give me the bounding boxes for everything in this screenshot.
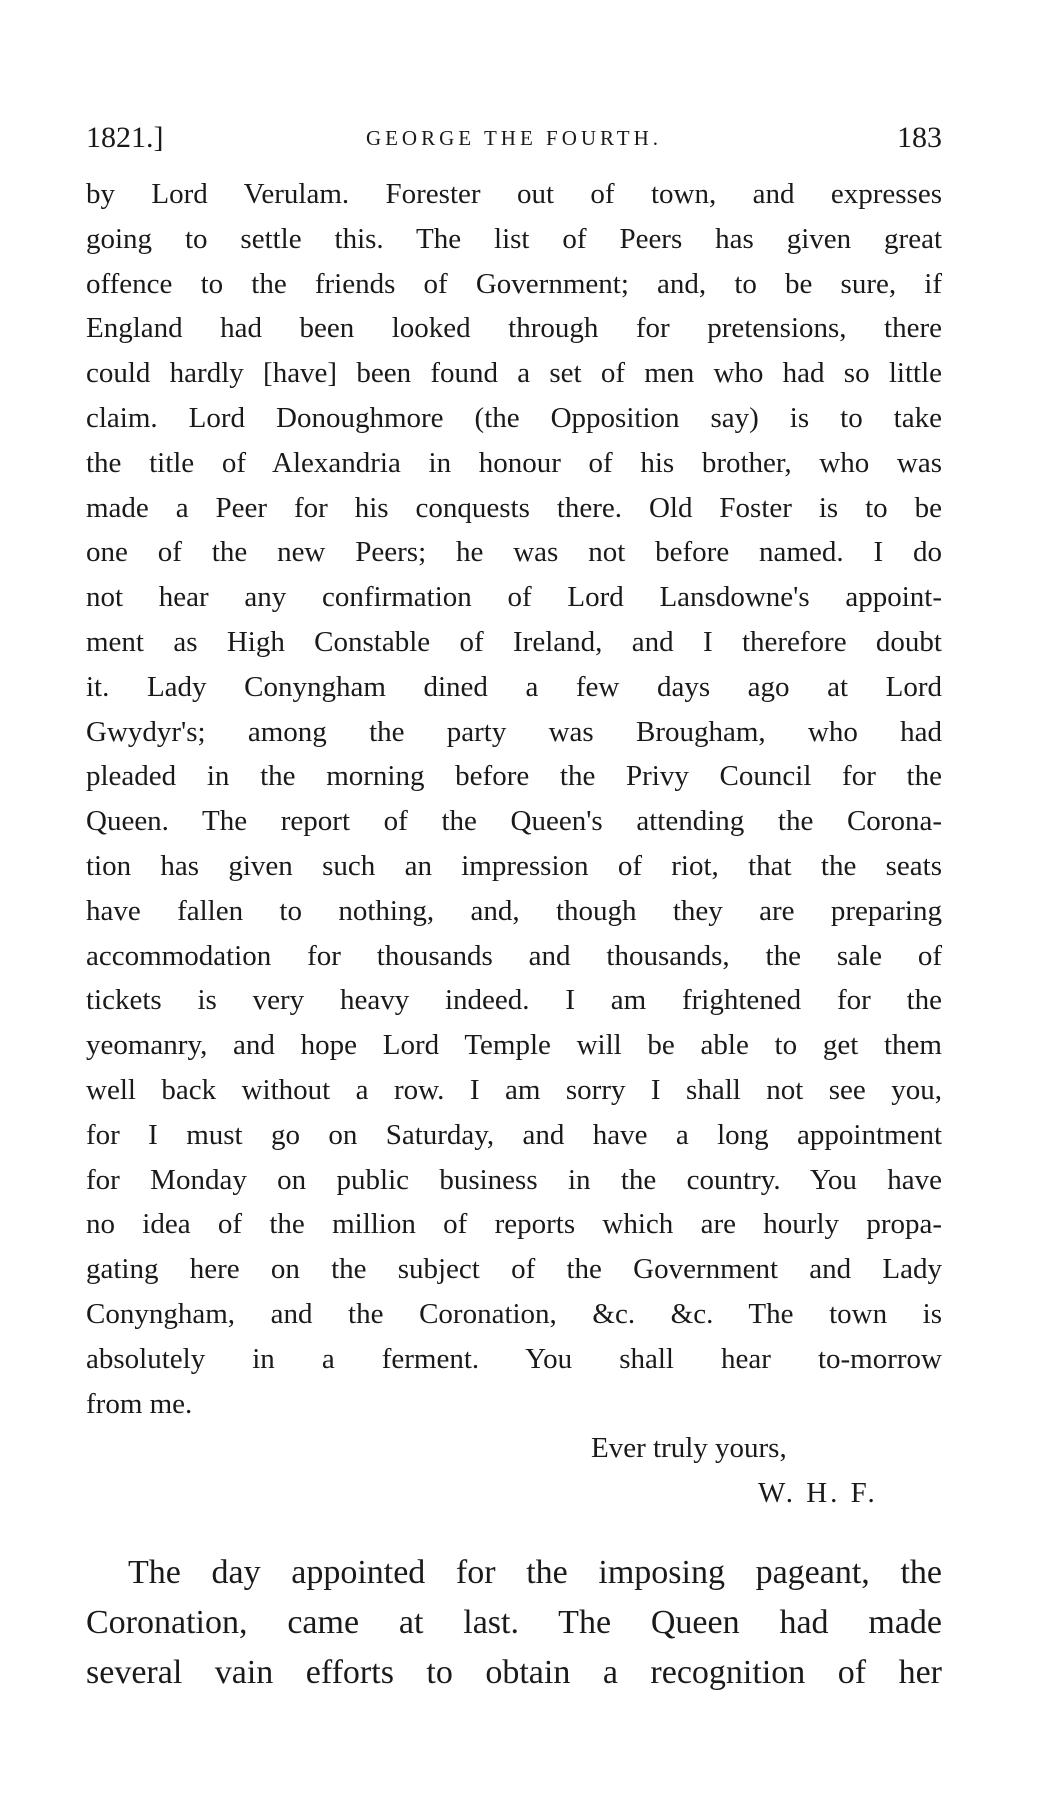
text-line: absolutely in a ferment. You shall hear to-morrow: [86, 1342, 942, 1375]
text-line: not hear any confirmation of Lord Lansdowne's appoint-: [86, 581, 942, 614]
text-line: pleaded in the morning before the Privy Council for the: [86, 760, 942, 793]
text-line: could hardly [have] been found a set of men who had so little: [86, 357, 942, 390]
text-line: The day appointed for the imposing pageant, the: [128, 1554, 942, 1592]
text-line: one of the new Peers; he was not before named. I do: [86, 536, 942, 569]
text-line: Queen. The report of the Queen's attending the Corona-: [86, 805, 942, 838]
text-line: well back without a row. I am sorry I shall not see you,: [86, 1073, 942, 1106]
text-line: Coronation, came at last. The Queen had made: [86, 1604, 942, 1642]
text-line: tion has given such an impression of riot, that the seats: [86, 849, 942, 882]
text-line: from me.: [86, 1387, 193, 1420]
running-head-title: GEORGE THE FOURTH.: [365, 126, 663, 150]
text-line: it. Lady Conyngham dined a few days ago at Lord: [86, 670, 942, 703]
text-line: by Lord Verulam. Forester out of town, and expresses: [86, 178, 942, 210]
page-number: 183: [897, 121, 942, 154]
text-line: Gwydyr's; among the party was Brougham, who had: [86, 715, 942, 748]
text-line: offence to the friends of Government; and, to be sure, if: [86, 267, 942, 300]
running-head-year: 1821.]: [86, 121, 164, 154]
letter-body: [86, 172, 942, 1426]
text-line: yeomanry, and hope Lord Temple will be able to get them: [86, 1029, 942, 1062]
text-line: gating here on the subject of the Government and Lady: [86, 1253, 942, 1286]
book-page: [86, 118, 942, 1698]
running-head: [86, 118, 942, 158]
letter-signature: W. H. F.: [758, 1477, 878, 1510]
narrative-paragraph: [86, 1548, 942, 1698]
text-line: ment as High Constable of Ireland, and I therefore doubt: [86, 625, 942, 658]
text-line: tickets is very heavy indeed. I am frightened for the: [86, 984, 942, 1017]
text-line: for Monday on public business in the country. You have: [86, 1163, 942, 1196]
text-line: no idea of the million of reports which are hourly propa-: [86, 1208, 942, 1241]
text-line: have fallen to nothing, and, though they are preparing: [86, 894, 942, 927]
text-line: accommodation for thousands and thousands, the sale of: [86, 939, 942, 972]
text-line: claim. Lord Donoughmore (the Opposition say) is to take: [86, 401, 942, 434]
text-line: going to settle this. The list of Peers has given great: [86, 222, 942, 255]
text-line: England had been looked through for pretensions, there: [86, 312, 942, 345]
text-line: for I must go on Saturday, and have a long appointment: [86, 1118, 942, 1151]
text-line: Conyngham, and the Coronation, &c. &c. The town is: [86, 1297, 942, 1330]
letter-closing: Ever truly yours,: [591, 1432, 787, 1465]
text-line: made a Peer for his conquests there. Old Foster is to be: [86, 491, 942, 524]
text-line: the title of Alexandria in honour of his brother, who was: [86, 446, 942, 479]
text-line: several vain efforts to obtain a recognition of her: [86, 1654, 942, 1692]
